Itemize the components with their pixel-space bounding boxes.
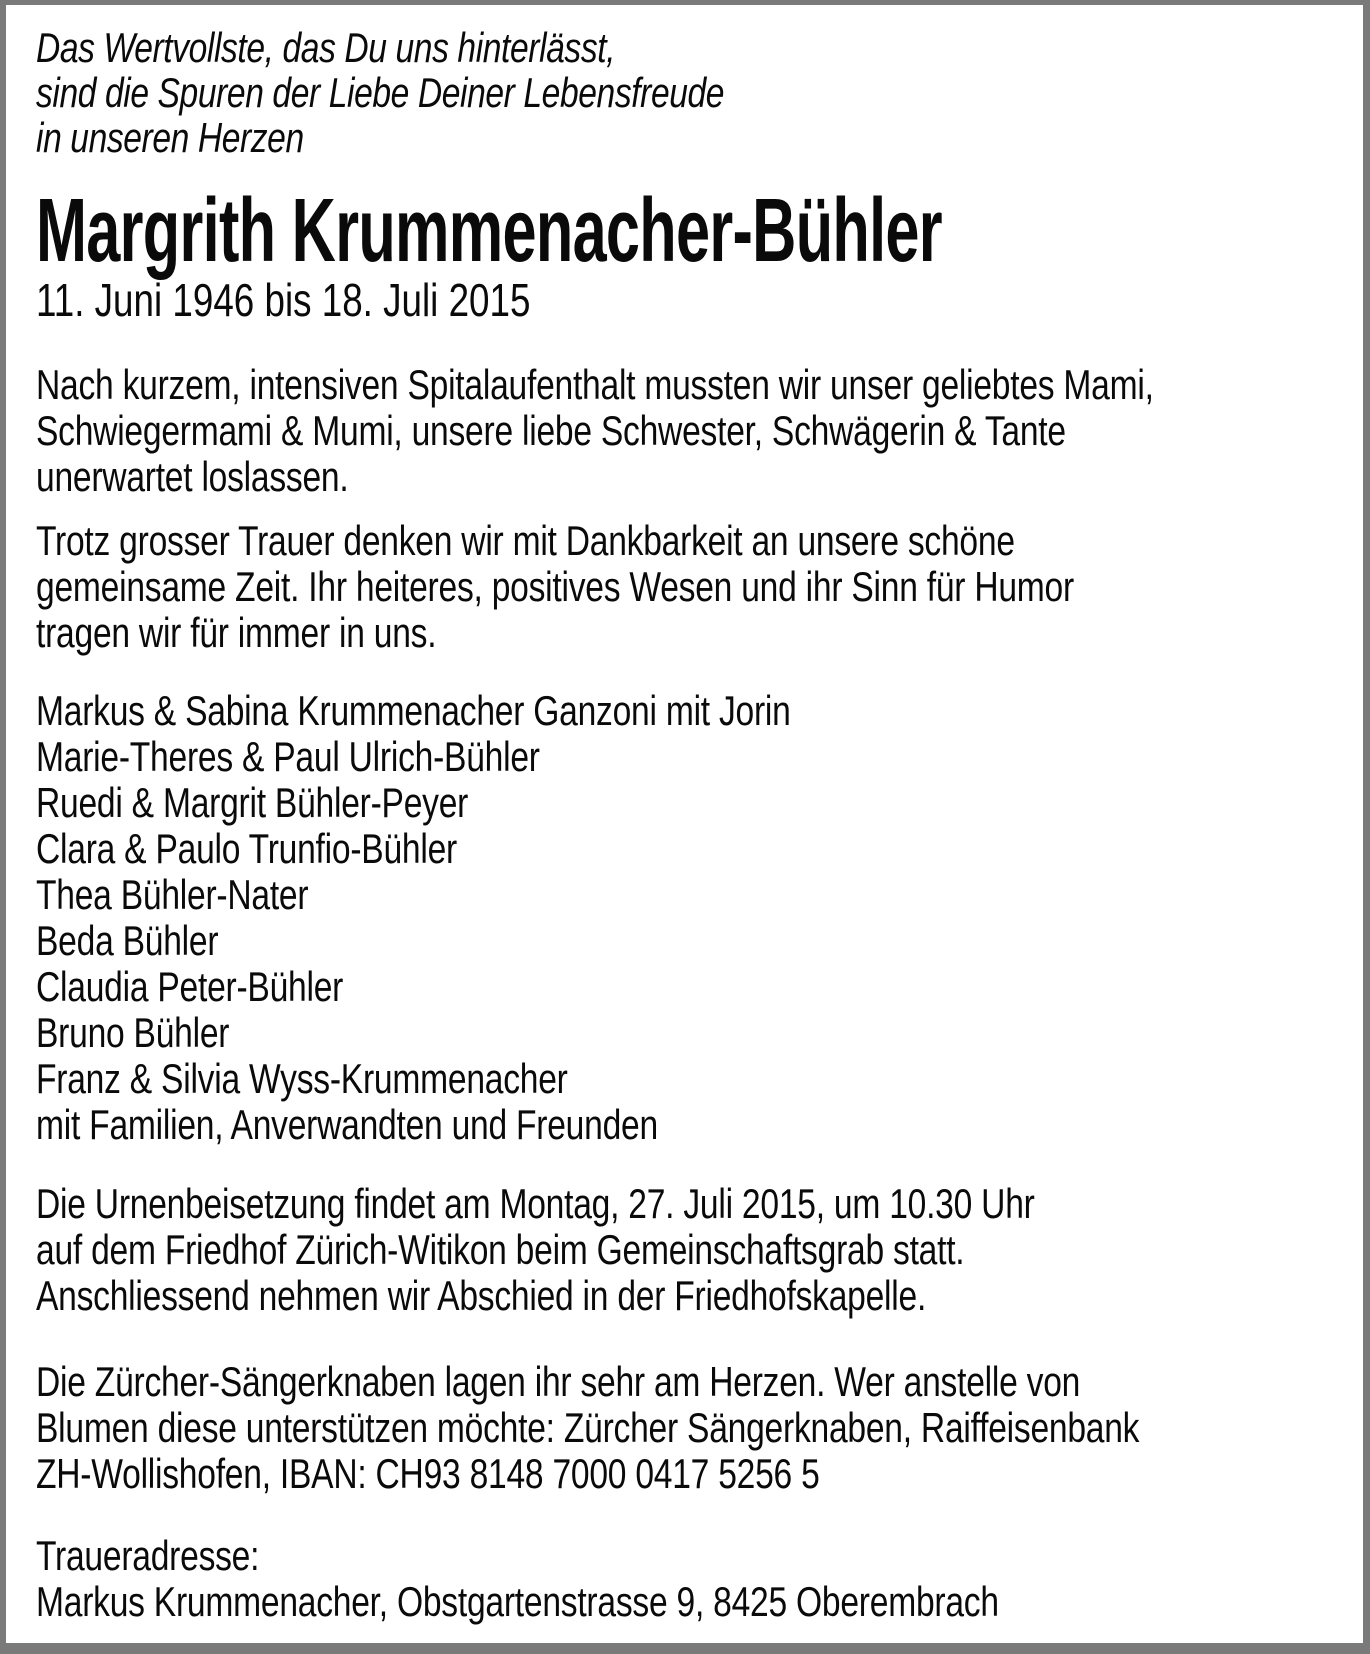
epigraph	[36, 25, 1086, 160]
intro-line: Schwiegermami & Mumi, unsere liebe Schwester, Schwägerin & Tante	[36, 407, 1066, 454]
life-dates: 11. Juni 1946 bis 18. Juli 2015	[36, 274, 531, 326]
mourner-item: Marie-Theres & Paul Ulrich-Bühler	[36, 733, 540, 780]
epigraph-line: sind die Spuren der Liebe Deiner Lebensfreude	[36, 69, 725, 116]
epigraph-line: in unseren Herzen	[36, 114, 304, 161]
deceased-name-title: Margrith Krummenacher-Bühler	[36, 181, 942, 281]
mourner-item: Bruno Bühler	[36, 1009, 230, 1056]
mourning-address	[36, 1533, 1086, 1625]
ceremony-line: Die Urnenbeisetzung findet am Montag, 27. Juli 2015, um 10.30 Uhr	[36, 1180, 1035, 1227]
donation-line: ZH-Wollishofen, IBAN: CH93 8148 7000 0417 5256 5	[36, 1450, 820, 1497]
obituary-notice	[36, 25, 1349, 1625]
intro-paragraph	[36, 361, 1154, 500]
donation-paragraph	[36, 1358, 1140, 1497]
mourner-item: Claudia Peter-Bühler	[36, 963, 344, 1010]
donation-line: Die Zürcher-Sängerknaben lagen ihr sehr am Herzen. Wer anstelle von	[36, 1358, 1081, 1405]
donation-line: Blumen diese unterstützen möchte: Zürcher Sängerknaben, Raiffeisenbank	[36, 1404, 1140, 1451]
gratitude-line: tragen wir für immer in uns.	[36, 609, 437, 656]
mourner-item: Clara & Paulo Trunfio-Bühler	[36, 825, 457, 872]
intro-line: unerwartet loslassen.	[36, 453, 349, 500]
mourner-item: Ruedi & Margrit Bühler-Peyer	[36, 779, 469, 826]
mourner-item: mit Familien, Anverwandten und Freunden	[36, 1101, 658, 1148]
epigraph-line: Das Wertvollste, das Du uns hinterlässt,	[36, 24, 616, 71]
intro-line: Nach kurzem, intensiven Spitalaufenthalt mussten wir unser geliebtes Mami,	[36, 361, 1154, 408]
ceremony-line: Anschliessend nehmen wir Abschied in der Friedhofskapelle.	[36, 1272, 927, 1319]
ceremony-line: auf dem Friedhof Zürich-Witikon beim Gemeinschaftsgrab statt.	[36, 1226, 965, 1273]
address-label: Traueradresse:	[36, 1532, 260, 1579]
address-value: Markus Krummenacher, Obstgartenstrasse 9, 8425 Oberembrach	[36, 1578, 999, 1625]
mourner-item: Franz & Silvia Wyss-Krummenacher	[36, 1055, 568, 1102]
mourners-list	[36, 688, 1086, 1148]
gratitude-paragraph	[36, 518, 1086, 656]
mourner-item: Beda Bühler	[36, 917, 219, 964]
ceremony-paragraph	[36, 1181, 1086, 1319]
gratitude-line: Trotz grosser Trauer denken wir mit Dankbarkeit an unsere schöne	[36, 517, 1015, 564]
gratitude-line: gemeinsame Zeit. Ihr heiteres, positives Wesen und ihr Sinn für Humor	[36, 563, 1074, 610]
mourner-item: Markus & Sabina Krummenacher Ganzoni mit Jorin	[36, 687, 791, 734]
mourner-item: Thea Bühler-Nater	[36, 871, 309, 918]
